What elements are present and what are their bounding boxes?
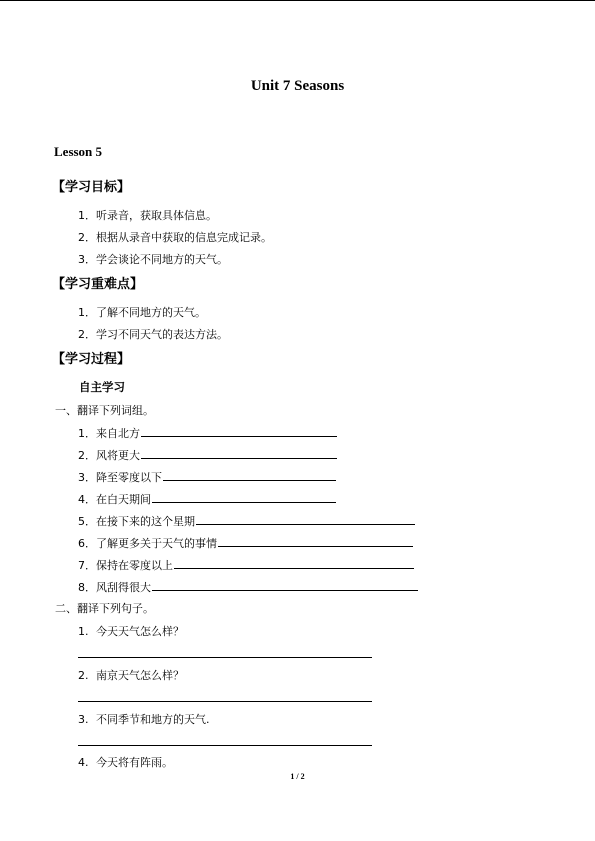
answer-blank[interactable] bbox=[152, 579, 418, 591]
answer-blank[interactable] bbox=[163, 469, 336, 481]
page-number: 1 / 2 bbox=[290, 772, 305, 781]
sentence-item: 2. 南京天气怎么样？ bbox=[78, 669, 184, 682]
phrase-item: 7．保持在零度以上 bbox=[78, 557, 414, 573]
self-study-label: 自主学习 bbox=[79, 380, 125, 394]
phrase-item: 2．风将更大 bbox=[78, 447, 337, 463]
goals-heading: 【学习目标】 bbox=[52, 180, 131, 195]
answer-blank[interactable] bbox=[218, 535, 413, 547]
lesson-heading: Lesson 5 bbox=[54, 144, 103, 159]
phrase-item: 3．降至零度以下 bbox=[78, 469, 336, 485]
key-point-item: 2．学习不同天气的表达方法。 bbox=[78, 328, 228, 341]
answer-line[interactable] bbox=[78, 657, 372, 658]
part1-heading: 一、翻译下列词组。 bbox=[55, 404, 154, 417]
top-rule bbox=[0, 0, 595, 1]
sentence-item: 3. 不同季节和地方的天气. bbox=[78, 713, 210, 726]
phrase-item: 8．风刮得很大 bbox=[78, 579, 418, 595]
goal-item: 3．学会谈论不同地方的天气。 bbox=[78, 253, 228, 266]
page-title: Unit 7 Seasons bbox=[250, 78, 345, 94]
answer-line[interactable] bbox=[78, 701, 372, 702]
answer-blank[interactable] bbox=[141, 425, 337, 437]
sentence-item: 4. 今天将有阵雨。 bbox=[78, 756, 173, 769]
goal-item: 1．听录音，获取具体信息。 bbox=[78, 209, 217, 222]
answer-line[interactable] bbox=[78, 745, 372, 746]
sentence-item: 1. 今天天气怎么样？ bbox=[78, 625, 184, 638]
phrase-item: 6．了解更多关于天气的事情 bbox=[78, 535, 413, 551]
phrase-item: 4．在白天期间 bbox=[78, 491, 336, 507]
goal-item: 2．根据从录音中获取的信息完成记录。 bbox=[78, 231, 272, 244]
phrase-item: 1．来自北方 bbox=[78, 425, 337, 441]
answer-blank[interactable] bbox=[152, 491, 336, 503]
answer-blank[interactable] bbox=[196, 513, 415, 525]
phrase-item: 5．在接下来的这个星期 bbox=[78, 513, 415, 529]
process-heading: 【学习过程】 bbox=[52, 352, 131, 367]
answer-blank[interactable] bbox=[141, 447, 337, 459]
answer-blank[interactable] bbox=[174, 557, 414, 569]
part2-heading: 二、翻译下列句子。 bbox=[55, 602, 154, 615]
key-points-heading: 【学习重难点】 bbox=[52, 277, 144, 292]
key-point-item: 1．了解不同地方的天气。 bbox=[78, 306, 206, 319]
